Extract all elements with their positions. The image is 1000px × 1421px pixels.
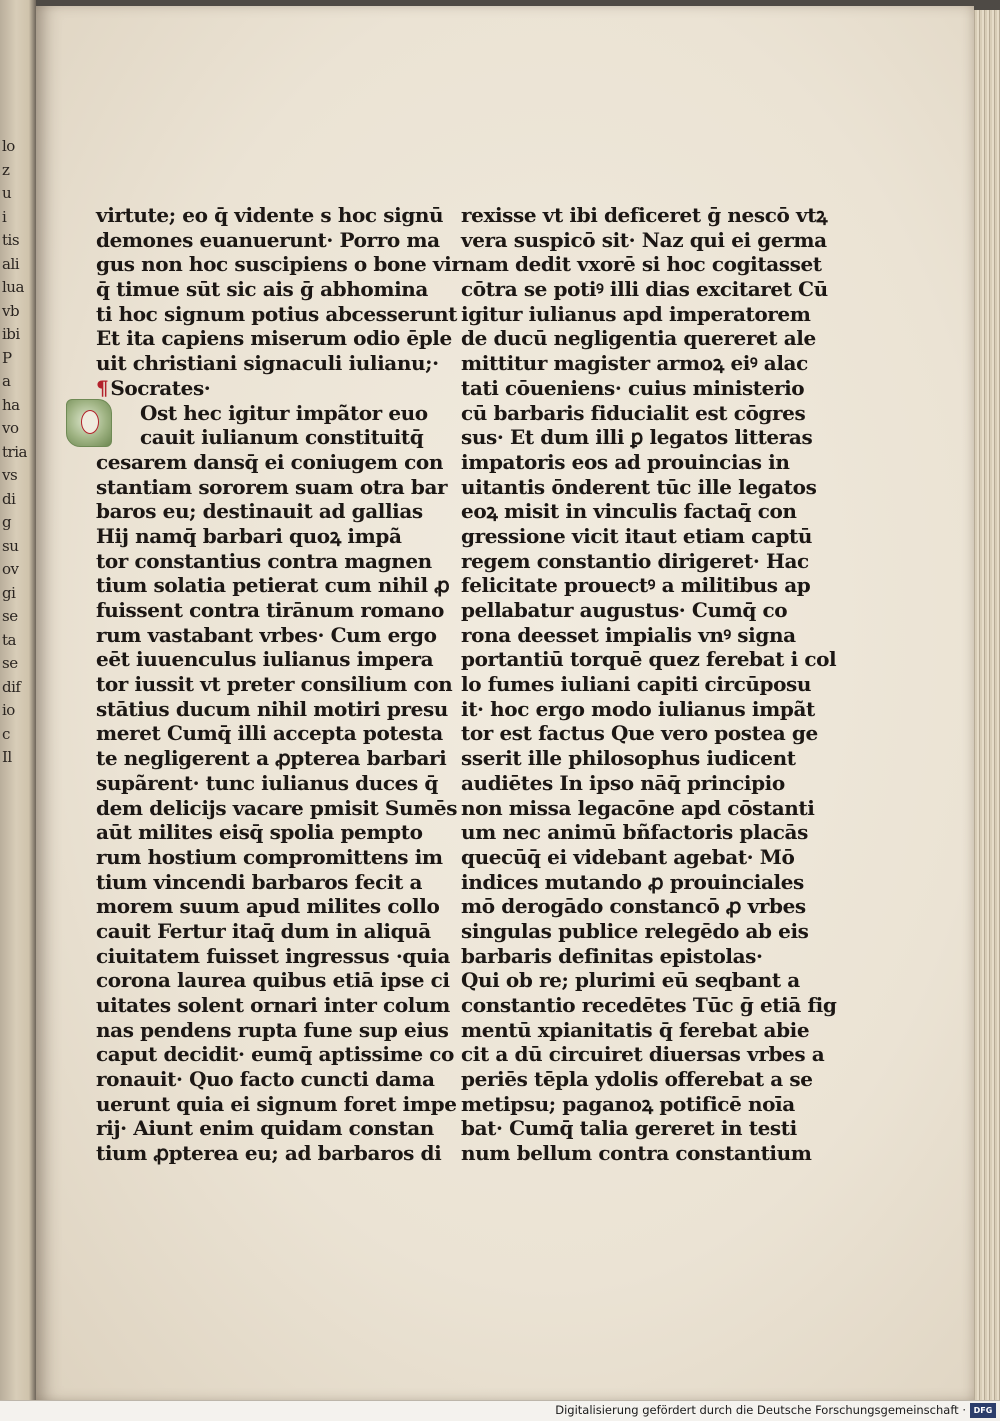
text-line: tati cōueniens· cuius ministerio <box>461 375 805 400</box>
text-line: aūt milites eisq̄ spolia pempto <box>96 820 423 845</box>
rubric-paragraph-icon: ¶ <box>96 375 109 400</box>
left-page-fragment: dif <box>2 677 21 696</box>
text-line: Hij namq̄ barbari quoꝝ impã <box>96 523 402 548</box>
text-line: uitantis ōnderent tūc ille legatos <box>461 474 817 499</box>
text-line: nas pendens rupta fune sup eius <box>96 1017 449 1042</box>
text-line: indices mutando ꝓ prouinciales <box>461 869 804 894</box>
text-line: sus· Et dum illi ꝑ legatos litteras <box>461 425 813 450</box>
text-line: rona deesset impialis vnꝰ signa <box>461 622 796 647</box>
text-line: mō derogādo constancō ꝓ vrbes <box>461 894 806 919</box>
text-line: tor est factus Que vero postea ge <box>461 721 818 746</box>
left-page-fragment: Il <box>2 748 12 766</box>
right-text-column <box>461 203 837 1166</box>
digitization-footer <box>0 1400 1000 1421</box>
text-line: igitur iulianus apd imperatorem <box>461 301 811 326</box>
left-page-fragment: z <box>2 160 10 179</box>
left-page-fragment: gi <box>2 583 16 602</box>
left-page-fragment: i <box>2 207 7 226</box>
text-line: supãrent· tunc iulianus duces q̄ <box>96 770 439 795</box>
text-line: corona laurea quibus etiā ipse ci <box>96 968 450 993</box>
text-line: demones euanuerunt· Porro ma <box>96 227 440 252</box>
left-page-fragment: se <box>2 654 18 672</box>
text-line: portantiū torquē quez ferebat i col <box>461 647 837 672</box>
text-line: cit a dū circuiret diuersas vrbes a <box>461 1042 825 1067</box>
left-page-fragment: P <box>2 348 12 367</box>
left-page-fragment: ibi <box>2 325 20 343</box>
text-line: tium ꝓpterea eu; ad barbaros di <box>96 1141 442 1166</box>
left-page-fragment: a <box>2 372 11 390</box>
text-line: fuissent contra tirānum romano <box>96 598 444 622</box>
text-line: sserit ille philosophus iudicent <box>461 746 796 771</box>
text-line: stātius ducum nihil motiri presu <box>96 696 448 721</box>
text-line: rum hostium compromittens im <box>96 844 443 869</box>
text-line: rum vastabant vrbes· Cum ergo <box>96 622 437 647</box>
text-line: eoꝝ misit in vinculis factaq̄ con <box>461 499 797 524</box>
text-line: uerunt quia ei signum foret impe <box>96 1091 457 1116</box>
text-line: ciuitatem fuisset ingressus ·quia <box>96 943 450 968</box>
dfg-logo-icon: DFG <box>970 1403 996 1418</box>
text-line: dem delicijs vacare pmisit Sumēs <box>96 795 458 820</box>
rubric-heading: Socrates· <box>110 375 211 400</box>
text-line: gressione vicit itaut etiam captū <box>461 523 813 548</box>
left-page-fragment: ta <box>2 630 16 649</box>
text-line: Qui ob re; plurimi eū seqbant a <box>461 968 800 993</box>
left-page-fragment: ha <box>2 395 20 414</box>
text-line: eēt iuuenculus iulianus impera <box>96 647 434 672</box>
text-line: barbaris definitas epistolas· <box>461 943 763 968</box>
book-page <box>36 6 974 1400</box>
text-line: cauit iulianum constituitq̄ <box>140 425 424 450</box>
text-line: pellabatur augustus· Cumq̄ co <box>461 598 788 622</box>
left-page-fragment: tis <box>2 231 20 249</box>
text-line: impatoris eos ad prouincias in <box>461 449 790 474</box>
text-line: periēs tēpla ydolis offerebat a se <box>461 1067 813 1092</box>
text-line: te negligerent a ꝓpterea barbari <box>96 746 447 771</box>
text-line: non missa legacōne apd cōstanti <box>461 795 815 820</box>
left-page-fragment: se <box>2 607 18 625</box>
text-line: singulas publice relegēdo ab eis <box>461 918 809 943</box>
left-text-column <box>96 203 462 1166</box>
text-line: tium solatia petierat cum nihil ꝓ <box>96 573 450 598</box>
text-line: meret Cumq̄ illi accepta potesta <box>96 721 443 746</box>
text-line: audiētes In ipso nāq̄ principio <box>461 770 785 795</box>
left-page-fragment: g <box>2 513 12 531</box>
text-line: um nec animū bñfactoris placās <box>461 820 808 845</box>
left-page-fragment: lo <box>2 137 15 155</box>
left-page-fragment: su <box>2 536 19 555</box>
text-line: q̄ timue sūt sic ais ḡ abhomina <box>96 277 428 302</box>
text-line: regem constantio dirigeret· Hac <box>461 548 809 573</box>
left-page-fragment: ov <box>2 560 19 578</box>
left-page-fragment: vs <box>2 466 18 484</box>
text-line: metipsu; paganoꝝ potificē noīa <box>461 1091 795 1116</box>
text-line: it· hoc ergo modo iulianus impãt <box>461 696 815 721</box>
text-line: tor constantius contra magnen <box>96 548 432 573</box>
text-line: rij· Aiunt enim quidam constan <box>96 1116 434 1141</box>
text-line: ti hoc signum potius abcesserunt <box>96 301 457 326</box>
left-page-fragment: ali <box>2 254 20 273</box>
text-line: quecūq̄ ei videbant agebat· Mō <box>461 844 795 869</box>
text-line: cauit Fertur itaq̄ dum in aliquā <box>96 918 431 943</box>
page-stack-edge <box>972 10 1000 1400</box>
text-line: morem suum apud milites collo <box>96 894 440 919</box>
left-page-fragment: vo <box>2 419 19 437</box>
text-line: baros eu; destinauit ad gallias <box>96 499 423 524</box>
text-line: Et ita capiens miserum odio ēple <box>96 326 452 351</box>
text-line: uitates solent ornari inter colum <box>96 993 450 1017</box>
left-page-fragment: tria <box>2 442 27 461</box>
text-line: stantiam sororem suam otra bar <box>96 474 448 499</box>
text-line: tium vincendi barbaros fecit a <box>96 869 423 894</box>
funding-credit: Digitalisierung gefördert durch die Deutsche Forschungsgemeinschaft · <box>555 1403 966 1417</box>
text-line: felicitate prouectꝰ a militibus ap <box>461 573 811 598</box>
text-line: bat· Cumq̄ talia gereret in testi <box>461 1116 797 1141</box>
text-line: vera suspicō sit· Naz qui ei germa <box>461 227 827 252</box>
text-line: nam dedit vxorē si hoc cogitasset <box>461 252 822 277</box>
left-page-fragment: lua <box>2 278 24 296</box>
adjoining-left-page <box>0 0 36 1400</box>
text-line: Ost hec igitur impãtor euo <box>140 400 428 425</box>
text-line: caput decidit· eumq̄ aptissime co <box>96 1042 454 1067</box>
left-page-fragment: u <box>2 184 12 202</box>
text-line: mittitur magister armoꝝ eiꝰ alac <box>461 351 808 376</box>
text-line: uit christiani signaculi iulianu;· <box>96 351 439 376</box>
text-line: gus non hoc suscipiens o bone vir <box>96 252 462 277</box>
text-line: rexisse vt ibi deficeret ḡ nescō vtꝝ <box>461 203 828 227</box>
text-line: constantio recedētes Tūc ḡ etiā fig <box>461 993 837 1017</box>
text-line: cū barbaris fiducialit est cōgres <box>461 400 806 425</box>
left-page-fragment: io <box>2 701 15 719</box>
text-line: ronauit· Quo facto cuncti dama <box>96 1067 435 1092</box>
text-line: de ducū negligentia quereret ale <box>461 326 816 351</box>
text-line: tor iussit vt preter consilium con <box>96 672 453 697</box>
text-line: mentū xpianitatis q̄ ferebat abie <box>461 1017 810 1042</box>
text-line: cesarem dansq̄ ei coniugem con <box>96 449 443 474</box>
text-line: num bellum contra constantium <box>461 1141 812 1166</box>
left-page-fragment: vb <box>2 301 20 320</box>
text-line: cōtra se potiꝰ illi dias excitaret Cū <box>461 277 828 302</box>
left-page-fragment: c <box>2 724 10 743</box>
left-page-fragment: di <box>2 489 16 508</box>
text-line: lo fumes iuliani capiti circūposu <box>461 672 812 697</box>
text-line <box>96 376 398 401</box>
text-line: virtute; eo q̄ vidente s hoc signū <box>96 203 444 227</box>
